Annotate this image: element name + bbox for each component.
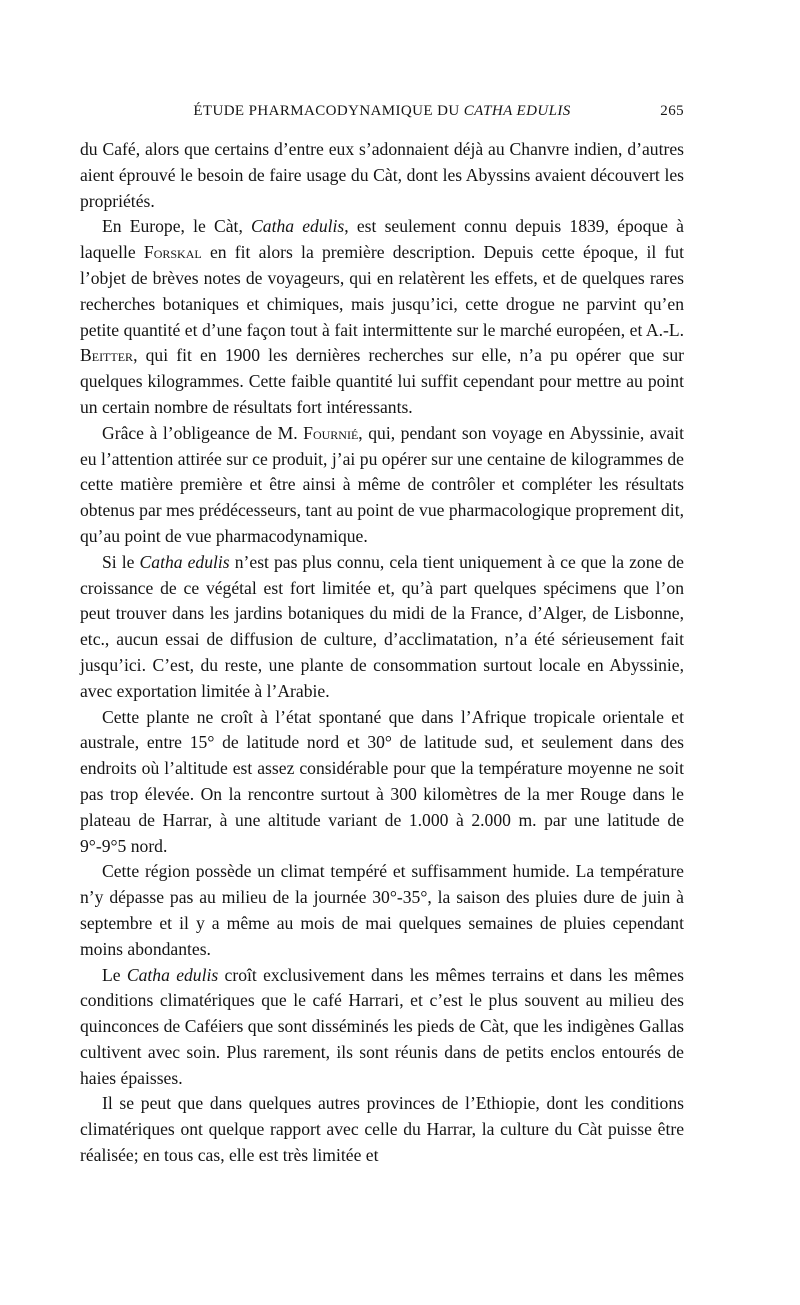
text-run: en fit alors la première description. Depuis cette époque, il fut l’objet de brèves notes de voyageurs, qui en relatèrent les effets, et de quelques rares recherches botaniques et chimiques, mais jusqu’ici, cette drogue ne parvint qu’en petite quantité et d’une façon tout à fait intermittente sur le marché européen, et A.-L. <box>80 242 684 340</box>
paragraph <box>80 963 684 1092</box>
text-run: Le <box>102 964 127 985</box>
running-title <box>80 103 684 120</box>
running-header <box>80 103 684 127</box>
text-run: , qui, pendant son voyage en Abyssinie, avait eu l’attention attirée sur ce produit, j’ai pu opérer sur une centaine de kilogrammes de cette matière première et être ainsi à même de contrôler et compléter les résultats obtenus par mes prédécesseurs, tant au point de vue pharmacologique proprement dit, qu’au point de vue pharmacodynamique. <box>80 422 684 546</box>
text-run: Grâce à l’obligeance de M. <box>102 422 304 443</box>
author-name: Beitter <box>80 345 134 366</box>
paragraph <box>80 137 684 214</box>
paragraph <box>80 705 684 860</box>
italic-text: Catha edulis <box>251 216 345 237</box>
page-number: 265 <box>660 103 684 119</box>
running-title-italic: CATHA EDULIS <box>463 103 571 119</box>
text-run: , qui fit en 1900 les dernières recherches sur elle, n’a pu opérer que sur quelques kilogrammes. Cette faible quantité lui suffit cependant pour mettre au point un certain nombre de résultats fort intéressants. <box>80 345 684 417</box>
text-run: , est seulement connu depuis 1839, époque à laquelle <box>80 216 684 263</box>
paragraph <box>80 550 684 705</box>
text-run: du Café, alors que certains d’entre eux s’adonnaient déjà au Chanvre indien, d’autres aient éprouvé le besoin de faire usage du Càt, dont les Abyssins avaient découvert les propriétés. <box>80 139 684 211</box>
paragraph <box>80 214 684 420</box>
text-run: Cette région possède un climat tempéré et suffisamment humide. La température n’y dépasse pas au milieu de la journée 30°-35°, la saison des pluies dure de juin à septembre et il y a même au mois de mai quelques semaines de pluies cependant moins abondantes. <box>80 861 684 959</box>
italic-text: Catha edulis <box>139 551 230 572</box>
paragraph <box>80 421 684 550</box>
text-run: En Europe, le Càt, <box>102 216 252 237</box>
body-text <box>80 137 684 1169</box>
paragraph <box>80 859 684 962</box>
author-name: Fournié <box>303 422 359 443</box>
author-name: Forskal <box>143 242 202 263</box>
running-title-roman: ÉTUDE PHARMACODYNAMIQUE DU <box>193 103 464 119</box>
paragraph <box>80 1091 684 1168</box>
italic-text: Catha edulis <box>126 964 219 985</box>
text-run: croît exclusivement dans les mêmes terrains et dans les mêmes conditions climatériques que le café Harrari, et c’est le plus souvent au milieu des quinconces de Caféiers que sont disséminés les pieds de Càt, que les indigènes Gallas cultivent avec soin. Plus rarement, ils sont réunis dans de petits enclos entourés de haies épaisses. <box>80 964 684 1088</box>
text-run: Si le <box>102 551 140 572</box>
text-run: n’est pas plus connu, cela tient uniquement à ce que la zone de croissance de ce végétal est fort limitée et, qu’à part quelques spécimens que l’on peut trouver dans les jardins botaniques du midi de la France, d’Alger, de Lisbonne, etc., aucun essai de diffusion de culture, d’acclimatation, n’a été sérieusement fait jusqu’ici. C’est, du reste, une plante de consommation surtout locale en Abyssinie, avec exportation limitée à l’Arabie. <box>80 551 684 701</box>
text-run: Il se peut que dans quelques autres provinces de l’Ethiopie, dont les conditions climatériques ont quelque rapport avec celle du Harrar, la culture du Càt puisse être réalisée; en tous cas, elle est très limitée et <box>80 1093 684 1166</box>
text-run: Cette plante ne croît à l’état spontané que dans l’Afrique tropicale orientale et australe, entre 15° de latitude nord et 30° de latitude sud, et seulement dans des endroits où l’altitude est assez considérable pour que la température moyenne ne soit pas trop élevée. On la rencontre surtout à 300 kilomètres de la mer Rouge dans le plateau de Harrar, à une altitude variant de 1.000 à 2.000 m. par une latitude de 9°-9°5 nord. <box>80 706 684 856</box>
